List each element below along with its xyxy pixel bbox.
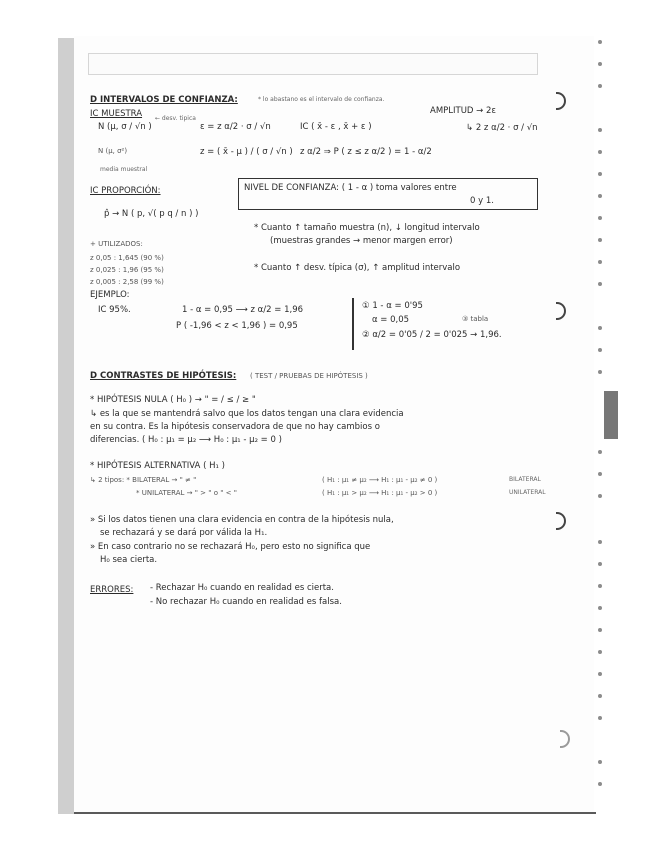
errores-label: ERRORES: [90,585,134,595]
hole-dot [598,150,602,154]
step-2: ② α/2 = 0'05 / 2 = 0'025 → 1,96. [362,330,502,340]
hole-dot [598,238,602,242]
hole-dot [598,216,602,220]
sampling-distribution-formula: N (μ, σ / √n ) [98,122,152,132]
h0-line-2: en su contra. Es la hipótesis conservadora de que no hay cambios o [90,422,380,432]
hole-dot [598,194,602,198]
observation-2b: H₀ sea cierta. [100,555,158,565]
utilizados-label: + UTILIZADOS: [90,240,143,248]
observation-2: » En caso contrario no se rechazará H₀, pero esto no significa que [90,542,371,552]
h0-line-3: diferencias. ( H₀ : μ₁ = μ₂ ⟶ H₀ : μ₁ - μ₂ = 0 ) [90,435,282,445]
nivel-confianza-range: 0 y 1. [470,196,494,206]
z-formula: z = ( x̄ - μ ) / ( σ / √n ) [200,147,293,157]
hole-dot [598,128,602,132]
h1-tipos-bilateral: ↳ 2 tipos: * BILATERAL → " ≠ " [90,476,197,484]
hole-dot [598,62,602,66]
ic-proporcion-label: IC PROPORCIÓN: [90,186,161,196]
nivel-confianza-text: NIVEL DE CONFIANZA: ( 1 - α ) toma valores entre [244,183,457,193]
media-muestral-note: media muestral [100,166,148,173]
contrastes-note: ( TEST / PRUEBAS DE HIPÓTESIS ) [250,372,368,380]
error-tipo-2: - No rechazar H₀ cuando en realidad es falsa. [150,597,342,607]
hole-dot [598,716,602,720]
bilateral-formula: ( H₁ : μ₁ ≠ μ₂ ⟶ H₁ : μ₁ - μ₂ ≠ 0 ) [322,476,438,484]
hole-dot [598,326,602,330]
ic-formula: IC ( x̄ - ε , x̄ + ε ) [300,122,372,132]
hole-dot [598,694,602,698]
section-heading-contrastes: D CONTRASTES DE HIPÓTESIS: [90,371,237,381]
z-value-95: z 0,025 : 1,96 (95 %) [90,266,164,274]
step-1b: α = 0,05 [372,315,410,325]
hole-dot [598,562,602,566]
unilateral-label: UNILATERAL [509,489,546,496]
unilateral-formula: ( H₁ : μ₁ > μ₂ ⟶ H₁ : μ₁ - μ₂ > 0 ) [322,489,438,497]
h0-title: * HIPÓTESIS NULA ( H₀ ) → " = / ≤ / ≥ " [90,395,256,405]
h1-title: * HIPÓTESIS ALTERNATIVA ( H₁ ) [90,461,225,471]
hole-dot [598,370,602,374]
bottom-rule [74,812,596,814]
hole-dot [598,584,602,588]
z-value-90: z 0,05 : 1,645 (90 %) [90,254,164,262]
step-1: ① 1 - α = 0'95 [362,301,423,311]
bilateral-label: BILATERAL [509,476,541,483]
hole-dot [598,450,602,454]
example-divider [352,298,354,350]
side-tab [604,391,618,439]
hole-dot [598,650,602,654]
population-formula: N (μ, σ²) [98,147,128,155]
desv-tipica-note: ← desv. tipica [155,115,196,122]
hole-dot [598,84,602,88]
proportion-formula: p̂ → N ( p, √( p q / n ) ) [104,209,199,219]
hole-dot [598,628,602,632]
hole-dot [598,172,602,176]
example-line-1: 1 - α = 0,95 ⟶ z α/2 = 1,96 [182,305,304,315]
hole-dot [598,494,602,498]
example-line-2: P ( -1,96 < z < 1,96 ) = 0,95 [176,321,298,331]
hole-dot [598,672,602,676]
observation-1b: se rechazará y se dará por válida la H₁. [100,528,268,538]
error-formula: ε = z α/2 · σ / √n [200,122,271,132]
left-margin-strip [58,38,74,814]
amplitud-label: AMPLITUD → 2ε [430,106,497,116]
hole-dot [598,472,602,476]
amplitud-formula: ↳ 2 z α/2 · σ / √n [466,123,538,133]
hole-dot [598,760,602,764]
hole-dot [598,540,602,544]
section-heading-intervalos: D INTERVALOS DE CONFIANZA: [90,95,238,105]
ic-muestra-label: IC MUESTRA [90,109,143,119]
error-tipo-1: - Rechazar H₀ cuando en realidad es cierta. [150,583,334,593]
h1-tipos-unilateral: * UNILATERAL → " > " o " < " [136,489,237,497]
hole-dot [598,260,602,264]
ejemplo-label: EJEMPLO: [90,290,130,300]
hole-dot [598,282,602,286]
bullet-tamano-note: (muestras grandes → menor margen error) [270,236,453,246]
bullet-desviacion: * Cuanto ↑ desv. típica (σ), ↑ amplitud intervalo [254,263,461,273]
heading-note: * lo abastano es el intervalo de confianza. [258,96,385,103]
ic95-label: IC 95%. [98,305,131,315]
hole-dot [598,782,602,786]
z-value-99: z 0,005 : 2,58 (99 %) [90,278,164,286]
observation-1: » Si los datos tienen una clara evidencia en contra de la hipótesis nula, [90,515,394,525]
hole-dot [598,40,602,44]
z-probability: z α/2 ⇒ P ( z ≤ z α/2 ) = 1 - α/2 [300,147,432,157]
hole-dot [598,606,602,610]
h0-line-1: ↳ es la que se mantendrá salvo que los datos tengan una clara evidencia [90,409,404,419]
step-3: ③ tabla [462,315,489,323]
header-box [88,53,538,75]
bullet-tamano-muestra: * Cuanto ↑ tamaño muestra (n), ↓ longitud intervalo [254,223,480,233]
hole-dot [598,348,602,352]
